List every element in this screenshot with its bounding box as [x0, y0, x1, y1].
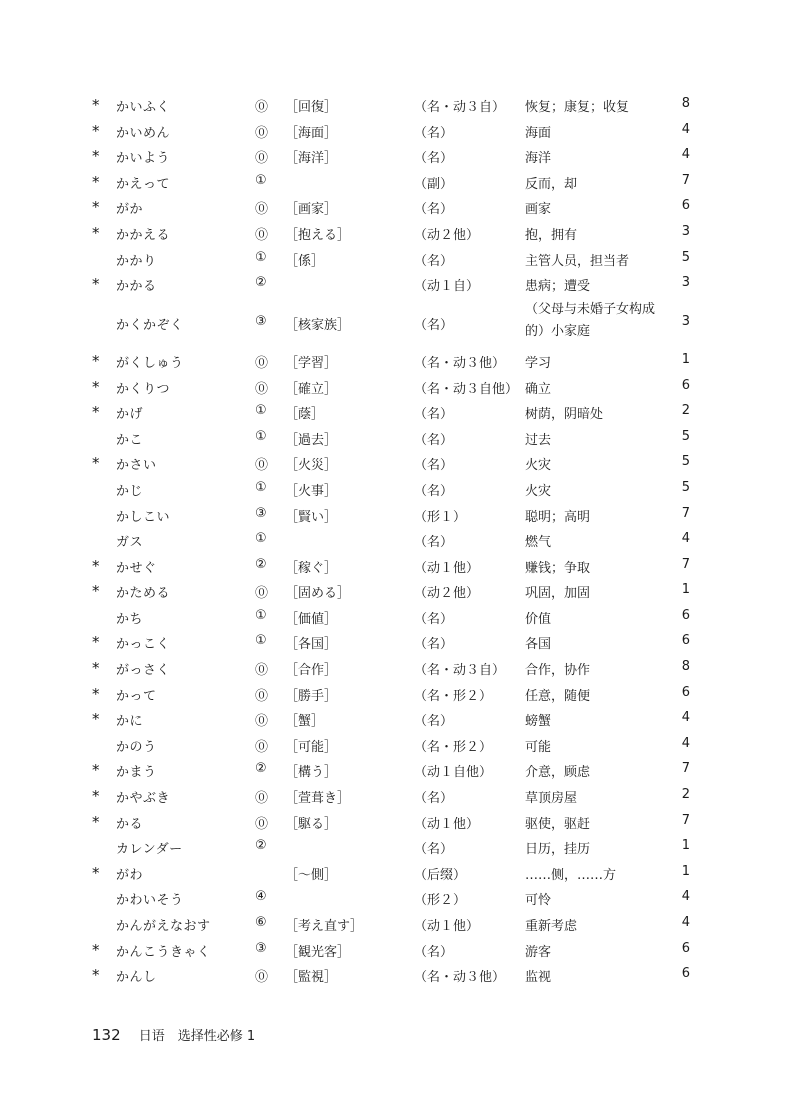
part-of-speech: （名）: [414, 611, 454, 627]
vocab-entry-row: [0, 912, 800, 938]
important-mark: *: [92, 633, 100, 652]
important-mark: *: [92, 787, 100, 806]
part-of-speech: （动１自他）: [414, 765, 493, 781]
lesson-number: 3: [681, 275, 690, 291]
accent-type: ⓪: [255, 227, 269, 243]
entry-kana: かやぶき: [116, 791, 171, 807]
important-mark: *: [92, 710, 100, 729]
meaning: 赚钱；争取: [525, 560, 591, 576]
entry-kanji: ［～側］: [285, 867, 338, 883]
entry-kanji: ［賢い］: [285, 509, 338, 525]
entry-kanji: ［可能］: [285, 739, 338, 755]
vocab-entry-row: [0, 400, 800, 426]
entry-kanji: ［合作］: [285, 663, 338, 679]
meaning: 海洋: [525, 151, 552, 167]
lesson-number: 6: [681, 966, 690, 982]
important-mark: *: [92, 172, 100, 191]
important-mark: *: [92, 761, 100, 780]
vocab-entry-row: [0, 195, 800, 221]
meaning: 任意，随便: [525, 688, 591, 704]
entry-kana: かかえる: [116, 227, 171, 243]
important-mark: *: [92, 351, 100, 370]
lesson-number: 4: [681, 735, 690, 751]
lesson-number: 6: [681, 633, 690, 649]
accent-type: ①: [255, 633, 267, 649]
meaning: 可怜: [525, 893, 552, 909]
part-of-speech: （动１他）: [414, 560, 480, 576]
meaning: 确立: [525, 381, 552, 397]
entry-kana: かまう: [116, 765, 157, 781]
vocab-entry-row: [0, 835, 800, 861]
important-mark: *: [92, 147, 100, 166]
vocab-entry-row: [0, 630, 800, 656]
meaning: 抱，拥有: [525, 227, 578, 243]
entry-kanji: ［蔭］: [285, 407, 325, 423]
meaning: 介意，顾虑: [525, 765, 591, 781]
vocab-entry-row: [0, 503, 800, 529]
accent-type: ②: [255, 556, 267, 572]
entry-kana: かる: [116, 816, 144, 832]
vocab-entry-row: [0, 170, 800, 196]
meaning: 火灾: [525, 483, 552, 499]
vocab-entry-row: [0, 272, 800, 298]
meaning: 游客: [525, 944, 552, 960]
important-mark: *: [92, 198, 100, 217]
important-mark: *: [92, 684, 100, 703]
entry-kanji: ［火災］: [285, 458, 338, 474]
lesson-number: 4: [681, 121, 690, 137]
entry-kana: がくしゅう: [116, 355, 184, 371]
accent-type: ⓪: [255, 663, 269, 679]
book-title: 日语 选择性必修 1: [138, 1029, 256, 1044]
entry-kana: がっさく: [116, 663, 171, 679]
important-mark: *: [92, 121, 100, 140]
accent-type: ⓪: [255, 202, 269, 218]
entry-kana: かって: [116, 688, 157, 704]
lesson-number: 7: [681, 812, 690, 828]
lesson-number: 6: [681, 607, 690, 623]
entry-kanji: ［画家］: [285, 202, 338, 218]
lesson-number: 4: [681, 710, 690, 726]
meaning: 过去: [525, 432, 552, 448]
accent-type: ⓪: [255, 791, 269, 807]
meaning: 海面: [525, 125, 552, 141]
entry-kanji: ［価値］: [285, 611, 338, 627]
entry-kanji: ［過去］: [285, 432, 338, 448]
lesson-number: 7: [681, 172, 690, 188]
entry-kanji: ［観光客］: [285, 944, 351, 960]
part-of-speech: （名・形２）: [414, 739, 493, 755]
entry-kana: かっこく: [116, 637, 171, 653]
entry-kanji: ［蟹］: [285, 714, 325, 730]
lesson-number: 5: [681, 249, 690, 265]
entry-kanji: ［係］: [285, 253, 325, 269]
meaning: 聪明；高明: [525, 509, 591, 525]
important-mark: *: [92, 940, 100, 959]
important-mark: *: [92, 966, 100, 985]
entry-kana: かわいそう: [116, 893, 184, 909]
accent-type: ⓪: [255, 586, 269, 602]
meaning: 树荫，阴暗处: [525, 407, 604, 423]
meaning: ……侧，……方: [525, 867, 617, 883]
accent-type: ⓪: [255, 739, 269, 755]
part-of-speech: （副）: [414, 176, 454, 192]
entry-kanji: ［考え直す］: [285, 919, 364, 934]
accent-type: ①: [255, 607, 267, 623]
entry-kana: かさい: [116, 458, 157, 474]
meaning: 巩固，加固: [525, 586, 591, 602]
page-footer: [92, 1025, 255, 1044]
entry-kana: かしこい: [116, 509, 171, 525]
entry-kana: かいめん: [116, 125, 171, 141]
accent-type: ①: [255, 249, 267, 265]
important-mark: *: [92, 454, 100, 473]
entry-kana: かげ: [116, 407, 144, 423]
part-of-speech: （后缀）: [414, 867, 467, 883]
meaning: 驱使，驱赶: [525, 816, 591, 832]
meaning: 日历，挂历: [525, 842, 591, 858]
part-of-speech: （名・形２）: [414, 688, 493, 704]
entry-kana: かち: [116, 611, 144, 627]
lesson-number: 7: [681, 761, 690, 777]
entry-kanji: ［核家族］: [285, 317, 351, 333]
entry-kanji: ［海洋］: [285, 151, 338, 167]
entry-kana: がか: [116, 202, 144, 218]
lesson-number: 8: [681, 659, 690, 675]
vocab-entry-row: [0, 886, 800, 912]
part-of-speech: （名・动３他）: [414, 970, 506, 986]
entry-kanji: ［海面］: [285, 125, 338, 141]
entry-kana: かいよう: [116, 151, 171, 167]
entry-kanji: ［勝手］: [285, 688, 338, 704]
part-of-speech: （名）: [414, 317, 454, 333]
entry-kana: かのう: [116, 739, 157, 755]
part-of-speech: （名）: [414, 432, 454, 448]
part-of-speech: （名）: [414, 791, 454, 807]
accent-type: ③: [255, 940, 267, 956]
part-of-speech: （名）: [414, 151, 454, 167]
vocab-entry-row: [0, 810, 800, 836]
vocab-entry-row: [0, 733, 800, 759]
meaning: 燃气: [525, 535, 552, 551]
part-of-speech: （名）: [414, 535, 454, 551]
lesson-number: 8: [681, 96, 690, 111]
vocab-entry-row: [0, 477, 800, 503]
entry-kana: かくりつ: [116, 381, 171, 397]
vocab-entry-row: [0, 758, 800, 784]
part-of-speech: （名）: [414, 483, 454, 499]
vocab-entry-row: [0, 605, 800, 631]
meaning: 监视: [525, 970, 552, 986]
meaning: 螃蟹: [525, 714, 552, 730]
entry-kana: かこ: [116, 432, 144, 448]
important-mark: *: [92, 96, 100, 114]
part-of-speech: （动１他）: [414, 816, 480, 832]
entry-kanji: ［学習］: [285, 355, 338, 371]
vocab-entry-row: [0, 528, 800, 554]
accent-type: ①: [255, 172, 267, 188]
part-of-speech: （名・动３自）: [414, 100, 506, 115]
accent-type: ⑥: [255, 915, 267, 930]
important-mark: *: [92, 377, 100, 396]
part-of-speech: （名）: [414, 637, 454, 653]
accent-type: ②: [255, 761, 267, 777]
accent-type: ⓪: [255, 458, 269, 474]
entry-kana: かいふく: [116, 100, 171, 115]
accent-type: ⓪: [255, 816, 269, 832]
vocab-entry-row: [0, 682, 800, 708]
part-of-speech: （名）: [414, 458, 454, 474]
vocab-entry-row: [0, 298, 800, 349]
vocab-entry-row: [0, 93, 800, 119]
lesson-number: 4: [681, 915, 690, 930]
entry-kanji: ［火事］: [285, 483, 338, 499]
entry-kana: かに: [116, 714, 144, 730]
important-mark: *: [92, 223, 100, 242]
part-of-speech: （形１）: [414, 509, 467, 525]
part-of-speech: （动１自）: [414, 279, 480, 295]
entry-kanji: ［抱える］: [285, 227, 351, 243]
accent-type: ⓪: [255, 355, 269, 371]
accent-type: ①: [255, 531, 267, 547]
vocab-entry-row: [0, 861, 800, 887]
lesson-number: 6: [681, 684, 690, 700]
important-mark: *: [92, 275, 100, 294]
important-mark: *: [92, 403, 100, 422]
lesson-number: 1: [681, 351, 690, 367]
entry-kanji: ［回復］: [285, 100, 338, 115]
vocab-entry-row: [0, 707, 800, 733]
entry-kana: がわ: [116, 867, 144, 883]
part-of-speech: （名）: [414, 253, 454, 269]
entry-kana: かえって: [116, 176, 171, 192]
entry-kana: かんこうきゃく: [116, 944, 211, 960]
vocab-entry-row: [0, 784, 800, 810]
lesson-number: 5: [681, 454, 690, 470]
entry-kanji: ［監視］: [285, 970, 338, 986]
part-of-speech: （形２）: [414, 893, 467, 909]
entry-kanji: ［固める］: [285, 586, 351, 602]
vocab-entry-row: [0, 426, 800, 452]
accent-type: ④: [255, 889, 267, 905]
lesson-number: 2: [681, 787, 690, 803]
part-of-speech: （名）: [414, 202, 454, 218]
meaning: 患病；遭受: [525, 279, 591, 295]
part-of-speech: （动２他）: [414, 227, 480, 243]
important-mark: *: [92, 812, 100, 831]
part-of-speech: （动２他）: [414, 586, 480, 602]
lesson-number: 5: [681, 428, 690, 444]
part-of-speech: （名・动３自）: [414, 663, 506, 679]
lesson-number: 1: [681, 863, 690, 879]
entry-kana: かくかぞく: [116, 317, 184, 333]
meaning: 各国: [525, 637, 552, 653]
lesson-number: 6: [681, 940, 690, 956]
entry-kana: かんし: [116, 970, 157, 986]
entry-kana: カレンダー: [116, 842, 183, 858]
lesson-number: 7: [681, 556, 690, 572]
lesson-number: 6: [681, 198, 690, 214]
lesson-number: 4: [681, 147, 690, 163]
part-of-speech: （名・动３他）: [414, 355, 506, 371]
accent-type: ⓪: [255, 688, 269, 704]
entry-kanji: ［確立］: [285, 381, 338, 397]
meaning: 反而，却: [525, 176, 578, 192]
vocab-entry-row: [0, 451, 800, 477]
part-of-speech: （名）: [414, 842, 454, 858]
important-mark: *: [92, 863, 100, 882]
meaning: （父母与未婚子女构成的）小家庭: [525, 301, 656, 339]
entry-kana: かんがえなおす: [116, 919, 211, 934]
meaning: 火灾: [525, 458, 552, 474]
entry-kana: かかる: [116, 279, 157, 295]
vocab-entry-row: [0, 963, 800, 989]
vocab-entry-row: [0, 349, 800, 375]
entry-kana: かじ: [116, 483, 144, 499]
part-of-speech: （名）: [414, 125, 454, 141]
accent-type: ⓪: [255, 714, 269, 730]
lesson-number: 7: [681, 505, 690, 521]
part-of-speech: （名・动３自他）: [414, 381, 519, 397]
lesson-number: 1: [681, 838, 690, 854]
accent-type: ①: [255, 403, 267, 419]
meaning: 可能: [525, 739, 552, 755]
vocab-entry-row: [0, 221, 800, 247]
important-mark: *: [92, 659, 100, 678]
accent-type: ⓪: [255, 100, 269, 115]
entry-kanji: ［稼ぐ］: [285, 560, 338, 576]
part-of-speech: （动１他）: [414, 919, 480, 934]
meaning: 合作，协作: [525, 663, 591, 679]
lesson-number: 3: [681, 223, 690, 239]
vocab-entry-row: [0, 938, 800, 964]
vocab-entry-row: [0, 656, 800, 682]
important-mark: *: [92, 556, 100, 575]
meaning: 学习: [525, 355, 552, 371]
lesson-number: 1: [681, 582, 690, 598]
vocab-entry-row: [0, 579, 800, 605]
important-mark: *: [92, 582, 100, 601]
part-of-speech: （名）: [414, 944, 454, 960]
lesson-number: 5: [681, 479, 690, 495]
accent-type: ⓪: [255, 151, 269, 167]
vocab-entry-row: [0, 375, 800, 401]
vocab-entry-row: [0, 247, 800, 273]
meaning: 恢复；康复；收复: [525, 100, 630, 115]
accent-type: ①: [255, 479, 267, 495]
part-of-speech: （名）: [414, 714, 454, 730]
entry-kanji: ［構う］: [285, 765, 338, 781]
meaning: 草顶房屋: [525, 791, 578, 807]
lesson-number: 4: [681, 531, 690, 547]
accent-type: ③: [255, 313, 267, 329]
meaning: 画家: [525, 202, 552, 218]
entry-kana: かかり: [116, 253, 157, 269]
entry-kana: かためる: [116, 586, 171, 602]
lesson-number: 3: [681, 313, 690, 329]
meaning: 价值: [525, 611, 552, 627]
vocab-entry-row: [0, 144, 800, 170]
accent-type: ⓪: [255, 125, 269, 141]
entry-kanji: ［萱葺き］: [285, 791, 351, 807]
lesson-number: 4: [681, 889, 690, 905]
accent-type: ①: [255, 428, 267, 444]
meaning: 主管人员，担当者: [525, 253, 630, 269]
vocabulary-list: [0, 93, 800, 989]
vocab-entry-row: [0, 554, 800, 580]
part-of-speech: （名）: [414, 407, 454, 423]
accent-type: ⓪: [255, 970, 269, 986]
accent-type: ②: [255, 275, 267, 291]
entry-kanji: ［各国］: [285, 637, 338, 653]
accent-type: ⓪: [255, 381, 269, 397]
entry-kana: かせぐ: [116, 560, 157, 576]
lesson-number: 6: [681, 377, 690, 393]
page-number: 132: [92, 1026, 121, 1044]
entry-kana: ガス: [116, 535, 144, 551]
accent-type: ③: [255, 505, 267, 521]
meaning: 重新考虑: [525, 919, 578, 934]
vocab-entry-row: [0, 119, 800, 145]
entry-kanji: ［駆る］: [285, 816, 338, 832]
accent-type: ②: [255, 838, 267, 854]
lesson-number: 2: [681, 403, 690, 419]
